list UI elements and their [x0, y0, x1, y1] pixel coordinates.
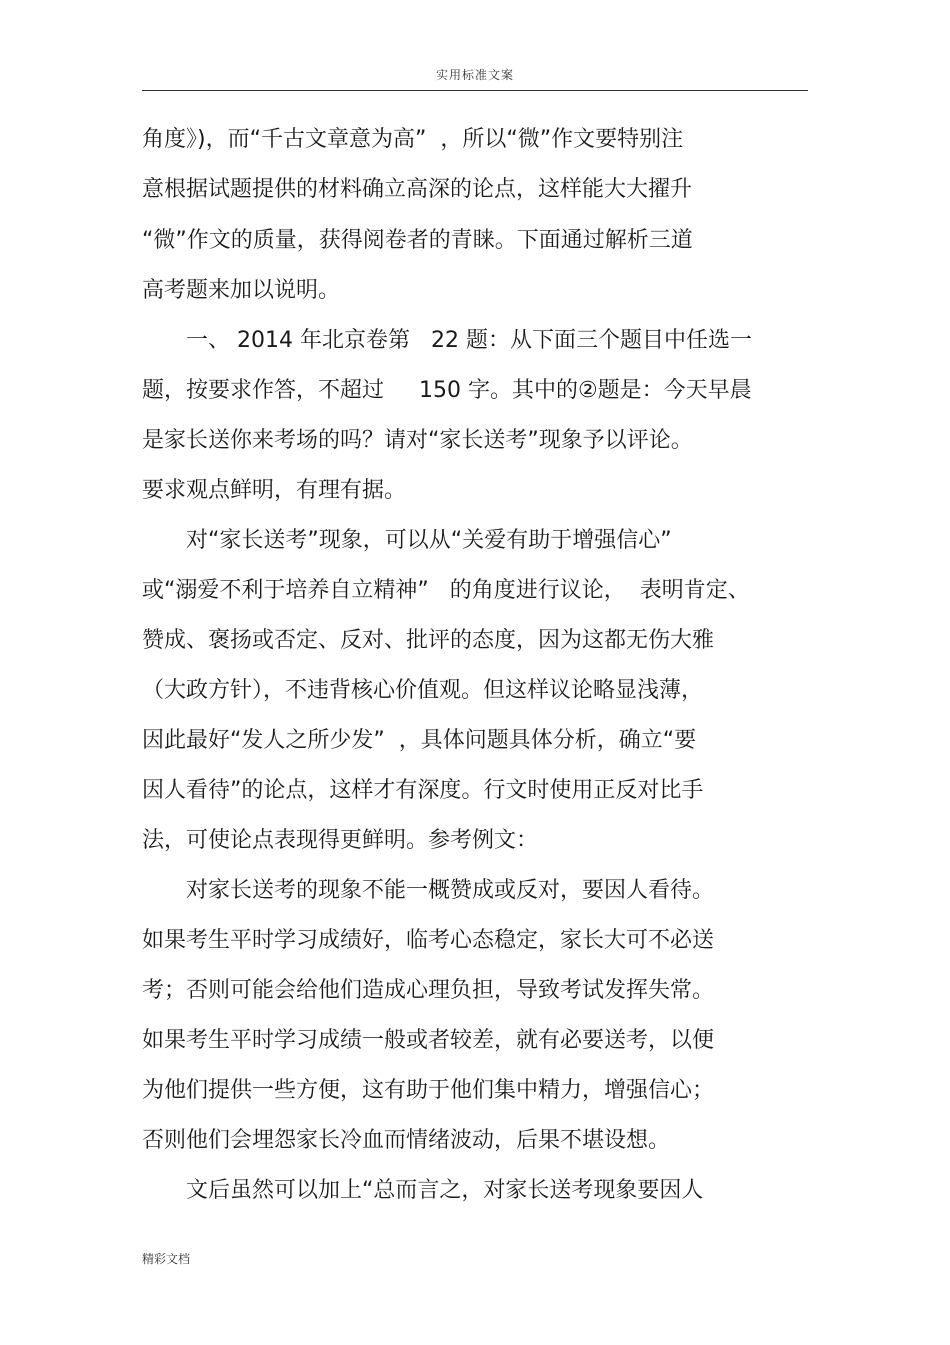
text-line: 是家长送你来考场的吗？请对“家长送考”现象予以评论。: [142, 428, 693, 453]
text-line: 为他们提供一些方便，这有助于他们集中精力，增强信心；: [142, 1078, 715, 1103]
text-line: 或“溺爱不利于培养自立精神” 的角度进行议论， 表明肯定、: [142, 578, 750, 603]
text-line: 高考题来加以说明。: [142, 278, 341, 303]
text-line: 对“家长送考”现象，可以从“关爱有助于增强信心”: [142, 528, 672, 553]
text-line: 角度》)，而“千古文章意为高” ，所以“微”作文要特别注: [142, 127, 684, 152]
text-line: 考；否则可能会给他们造成心理负担，导致考试发挥失常。: [142, 978, 715, 1003]
text-line: 题，按要求作答，不超过 150 字。其中的②题是：今天早晨: [142, 378, 752, 403]
text-line: 如果考生平时学习成绩一般或者较差，就有必要送考，以便: [142, 1028, 715, 1053]
text-line: 一、 2014 年北京卷第 22 题：从下面三个题目中任选一: [142, 328, 752, 353]
page-header: 实用标准文案: [435, 68, 514, 82]
text-line: 否则他们会埋怨家长冷血而情绪波动，后果不堪设想。: [142, 1128, 671, 1153]
text-line: （大政方针），不违背核心价值观。但这样议论略显浅薄，: [142, 678, 704, 703]
text-line: 因人看待”的论点，这样才有深度。行文时使用正反对比手: [142, 778, 704, 803]
text-line: 如果考生平时学习成绩好，临考心态稳定，家长大可不必送: [142, 928, 715, 953]
text-line: 要求观点鲜明，有理有据。: [142, 478, 407, 503]
text-line: 因此最好“发人之所少发” ，具体问题具体分析，确立“要: [142, 728, 697, 753]
text-line: 文后虽然可以加上“总而言之，对家长送考现象要因人: [142, 1178, 704, 1203]
text-line: 意根据试题提供的材料确立高深的论点，这样能大大擢升: [142, 177, 693, 202]
header-divider: [142, 90, 808, 91]
text-line: 对家长送考的现象不能一概赞成或反对，要因人看待。: [142, 878, 715, 903]
text-line: 法，可使论点表现得更鲜明。参考例文：: [142, 828, 539, 853]
text-line: 赞成、褒扬或否定、反对、批评的态度，因为这都无伤大雅: [142, 628, 715, 653]
page-footer: 精彩文档: [142, 1252, 191, 1266]
text-line: “微”作文的质量，获得阅卷者的青睐。下面通过解析三道: [142, 228, 693, 253]
